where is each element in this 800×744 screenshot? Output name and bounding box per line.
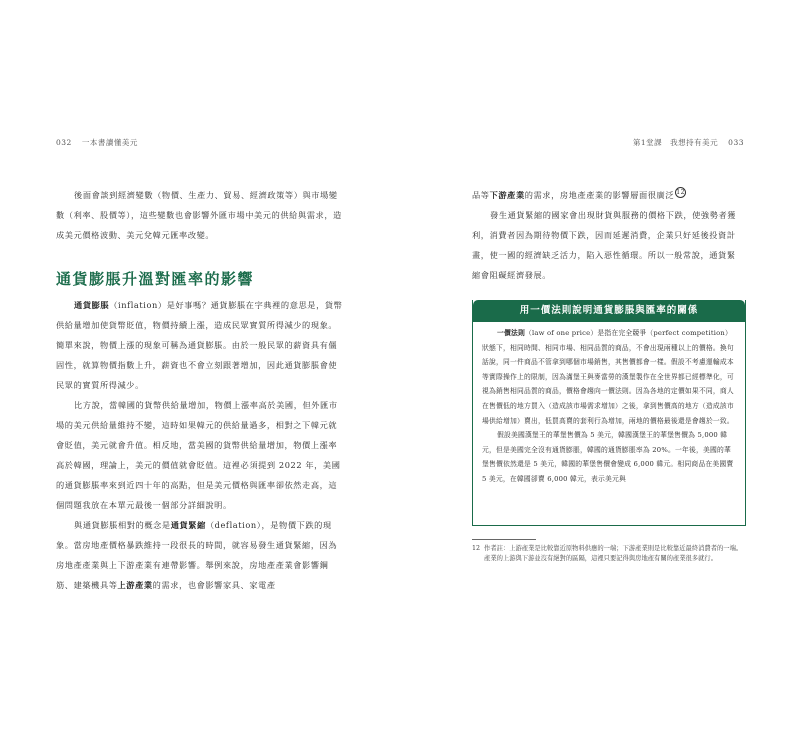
term-upstream: 上游產業 [117, 580, 153, 590]
paragraph-example: 比方說，當韓國的貨幣供給量增加，物價上漲率高於美國，但外匯市場的美元供給量維持不變，這時如果韓元的供給量過多，相對之下韓元就會貶值，美元就會升值。相反地，當美國的貨幣供給量增加，物價上漲率高於韓國，理論上，美元的價值就會貶值。這裡必須提到 2022 年，美國的通貨膨脹率來到近四十年的高點，但是美元價格與匯率卻依然走高，這個問題我放在本單元最後一個部分詳細說明。 [56, 400, 341, 510]
footnote-divider [472, 539, 536, 540]
term-downstream: 下游產業 [489, 190, 525, 200]
footnote-text: 作者註：上游產業是比較靠近原物料供應的一端；下游產業則是比較靠近最終消費者的一端。產業的上游與下游並沒有絕對的區隔，這裡只要記得與房地產有關的產業很多就行。 [484, 545, 743, 562]
left-page-number: 032 [56, 138, 72, 147]
box-paragraph-law: 一價法則（law of one price）是指在完全競爭（perfect competition）狀態下，相同時間、相同市場、相同品質的商品，不會出現兩種以上的價格。換句話說，同一件商品不管拿到哪個市場銷售，其售價都會一樣。假設不考慮運輸成本等實際操作上的限制，因為滿堡王與麥當勞的漢堡製作在全世界都已經標準化，可視為銷售相同品質的商品，價格會趨向一價法則。因為各地的定價如果不同，商人在售價低的地方買入（造成該市場需求增加）之後，拿到售價高的地方（造成該市場供給增加）賣出，低買高賣的套利行為增加，兩地的價格最後還是會趨於一致。 [482, 329, 734, 425]
paragraph-deflation: 與通貨膨脹相對的概念是通貨緊縮（deflation），是物價下跌的現象。當房地產價格暴跌維持一段很長的時間，就容易發生通貨緊縮，因為房地產產業與上下游產業有連帶影響。舉例來說，房地產產業會影響鋼筋、建築機具等上游產業的需求，也會影響家具、家電產 [56, 520, 338, 590]
right-body [472, 185, 744, 285]
footnote [472, 544, 744, 564]
term-law-of-one-price: 一價法則 [496, 329, 525, 337]
right-page [400, 0, 800, 744]
term-deflation: 通貨緊縮 [170, 520, 206, 530]
paragraph-downstream: 品等下游產業的需求，房地產產業的影響層面很廣泛 12 [472, 189, 686, 200]
left-body [56, 295, 344, 595]
footnote-number: 12 [472, 545, 481, 552]
section-heading: 通貨膨脹升溫對匯率的影響 [56, 270, 255, 288]
paragraph-deflation-effects: 發生通貨緊縮的國家會出現財貨與服務的價格下跌，使強勢者獲利，消費者因為期待物價下跌，因而延遲消費，企業只好延後投資計畫，使一國的經濟缺乏活力，陷入惡性循環。所以一般常說，通貨緊縮會阻礙經濟發展。 [472, 210, 737, 280]
right-page-number: 033 [728, 138, 744, 147]
left-running-head [56, 137, 138, 148]
footnote-marker: 12 [676, 189, 686, 197]
left-running-title: 一本書讀懂美元 [81, 138, 138, 147]
box-title: 用一價法則說明通貨膨脹與匯率的關係 [473, 300, 745, 322]
right-running-title: 第1堂課 我想持有美元 [632, 138, 719, 147]
left-intro-paragraph [56, 185, 344, 245]
intro-paragraph: 後面會談到經濟變數（物價、生產力、貿易、經濟政策等）與市場變數（利率、股價等），這些變數也會影響外匯市場中美元的供給與需求，造成美元價格波動、美元兌韓元匯率改變。 [56, 190, 342, 240]
term-inflation: 通貨膨脹 [74, 300, 110, 310]
box-body [473, 322, 745, 487]
sidebar-box [472, 300, 746, 526]
box-paragraph-example: 假設美國漢堡王的華堡售價為 5 美元，韓國漢堡王的華堡售價為 5,000 韓元，但是美國完全沒有通貨膨脹，韓國的通貨膨脹率為 20%。一年後，美國的華堡售價依然還是 5 美元，韓國的華堡售價會變成 6,000 韓元。相同商品在美國賣 5 美元，在韓國卻賣 6,000 韓元，表示美元與 [482, 431, 734, 483]
right-running-head [633, 137, 744, 148]
paragraph-inflation: 通貨膨脹（inflation）是好事嗎？通貨膨脹在字典裡的意思是，貨幣供給量增加使貨幣貶值，物價持續上漲，造成民眾實質所得減少的現象。簡單來說，物價上漲的現象可稱為通貨膨脹。由於一般民眾的薪資具有僵固性，就算物價指數上升，薪資也不會立刻跟著增加，因此通貨膨脹會使民眾的實質所得減少。 [56, 300, 343, 390]
